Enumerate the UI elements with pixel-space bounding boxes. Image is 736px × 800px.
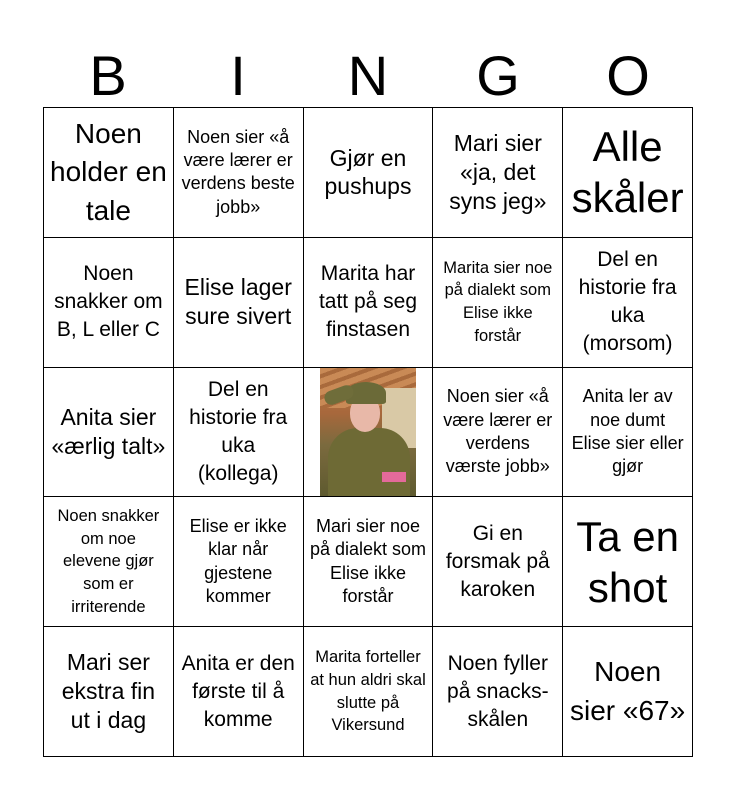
cell-text: Noen sier «67» <box>570 656 686 726</box>
header-letter-i: I <box>230 44 246 107</box>
cell-text: Anita ler av noe dumt Elise sier eller gjør <box>571 386 684 477</box>
bingo-cell[interactable] <box>174 497 304 627</box>
bingo-cell[interactable] <box>433 368 563 498</box>
cell-text: Mari ser ekstra fin ut i dag <box>61 649 156 733</box>
bingo-cell[interactable] <box>304 238 434 368</box>
header-letter-o: O <box>606 44 650 107</box>
cell-text: Noen fyller på snacks-skålen <box>447 651 549 731</box>
bingo-cell[interactable] <box>563 108 693 238</box>
bingo-cell[interactable] <box>44 627 174 757</box>
cell-text: Noen snakker om noe elevene gjør som er irriterende <box>57 506 160 616</box>
bingo-cell[interactable] <box>304 108 434 238</box>
cell-text: Noen holder en tale <box>50 117 167 226</box>
bingo-cell[interactable] <box>433 238 563 368</box>
bingo-cell[interactable] <box>433 497 563 627</box>
cell-text: Mari sier noe på dialekt som Elise ikke forstår <box>309 516 427 607</box>
bingo-cell[interactable] <box>304 627 434 757</box>
bingo-cell[interactable] <box>563 238 693 368</box>
cell-text: Marita sier noe på dialekt som Elise ikke forstår <box>443 258 553 345</box>
cell-text: Noen sier «å være lærer er verdens beste jobb» <box>181 126 295 217</box>
free-space[interactable] <box>304 368 434 498</box>
bingo-cell[interactable] <box>563 627 693 757</box>
cell-text: Ta en shot <box>576 512 679 611</box>
cell-text: Elise er ikke klar når gjestene kommer <box>189 516 287 607</box>
bingo-cell[interactable] <box>433 108 563 238</box>
cell-text: Del en historie fra uka (morsom) <box>578 248 677 356</box>
cell-text: Marita har tatt på seg finstasen <box>318 262 418 342</box>
bingo-board <box>43 107 693 757</box>
cell-text: Gjør en pushups <box>324 144 412 200</box>
bingo-cell[interactable] <box>563 497 693 627</box>
cell-text: Mari sier «ja, det syns jeg» <box>449 130 547 214</box>
bingo-cell[interactable] <box>174 238 304 368</box>
cell-text: Marita forteller at hun aldri skal slutte på Vikersund <box>310 648 426 735</box>
bingo-cell[interactable] <box>44 238 174 368</box>
cell-text: Noen snakker om B, L eller C <box>54 262 163 342</box>
cell-text: Del en historie fra uka (kollega) <box>189 378 288 485</box>
bingo-cell[interactable] <box>44 368 174 498</box>
bingo-cell[interactable] <box>563 368 693 498</box>
header-letter-g: G <box>476 44 520 107</box>
bingo-header <box>43 44 693 108</box>
bingo-cell[interactable] <box>174 368 304 498</box>
bingo-cell[interactable] <box>44 497 174 627</box>
cell-text: Elise lager sure sivert <box>184 274 292 330</box>
bingo-cell[interactable] <box>304 497 434 627</box>
cell-text: Gi en forsmak på karoken <box>445 521 550 601</box>
cell-text: Anita sier «ærlig talt» <box>51 404 166 459</box>
cell-text: Noen sier «å være lærer er verdens værste jobb» <box>443 386 553 477</box>
header-letter-n: N <box>347 44 389 107</box>
header-letter-b: B <box>89 44 127 107</box>
cell-text: Anita er den første til å komme <box>181 651 295 731</box>
cell-text: Alle skåler <box>571 123 684 222</box>
bingo-cell[interactable] <box>174 108 304 238</box>
bingo-cell[interactable] <box>433 627 563 757</box>
bingo-cell[interactable] <box>44 108 174 238</box>
saluting-soldier-photo <box>320 368 416 496</box>
bingo-cell[interactable] <box>174 627 304 757</box>
